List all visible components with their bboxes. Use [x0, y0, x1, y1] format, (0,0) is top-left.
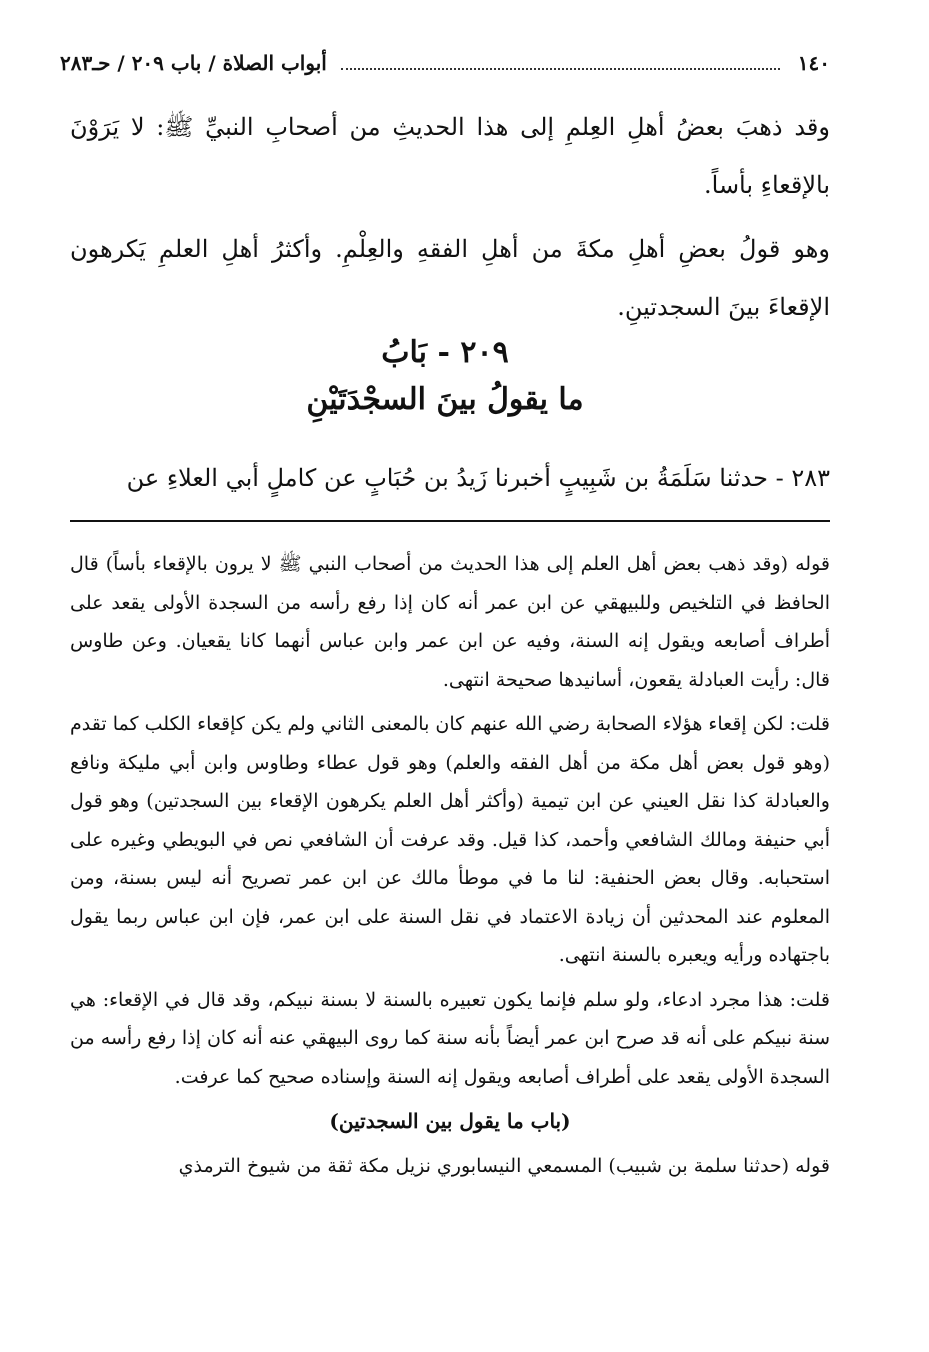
commentary-paragraph-4: قوله (حدثنا سلمة بن شبيب) المسمعي النيسابوري نزيل مكة ثقة من شيوخ الترمذي: [178, 1154, 830, 1177]
main-paragraph-2: وهو قولُ بعضِ أهلِ مكةَ من أهلِ الفقهِ والعِلْمِ. وأكثرُ أهلِ العلمِ يَكرهون الإقعاءَ بينَ السجدتينِ.: [70, 235, 830, 321]
page-number: ١٤٠: [797, 51, 830, 75]
commentary: [70, 545, 830, 1191]
chapter-title: ما يقولُ بينَ السجْدَتَيْنِ: [306, 382, 584, 417]
main-paragraph-1: وقد ذهبَ بعضُ أهلِ العِلمِ إلى هذا الحديثِ من أصحابِ النبيِّ ﷺ: لا يَرَوْنَ بالإقعاءِ بأساً.: [70, 113, 830, 199]
header-title: أبواب الصلاة / باب ٢٠٩ / حـ٢٨٣: [60, 51, 327, 75]
page: [60, 0, 830, 1352]
running-header: [60, 48, 830, 78]
commentary-paragraph-2: قلت: لكن إقعاء هؤلاء الصحابة رضي الله عنهم كان بالمعنى الثاني ولم يكن كإقعاء الكلب كما تقدم (وهو قول بعض أهل مكة من أهل الفقه والعلم) وهو قول عطاء وطاوس وابن أبي مليكة ونافع والعبادلة كذا نقل العيني عن ابن تيمية (وأكثر أهل العلم يكرهون الإقعاء بين السجدتين) وهو قول أبي حنيفة ومالك الشافعي وأحمد، كذا قيل. وقد عرفت أن الشافعي نص في البويطي وغيره على استحبابه. وقال بعض الحنفية: لنا ما في موطأ مالك عن ابن عمر تصريح أنه ليس بسنة، ومن المعلوم عند المحدثين أن زيادة الاعتماد في نقل السنة على ابن عمر، فإن ابن عباس ربما يقول باجتهاده ورأيه ويعبره بالسنة انتهى.: [70, 713, 830, 966]
chapter-heading: [60, 330, 830, 424]
commentary-paragraph-1: قوله (وقد ذهب بعض أهل العلم إلى هذا الحديث من أصحاب النبي ﷺ لا يرون بالإقعاء بأساً) قال الحافظ في التلخيص وللبيهقي عن ابن عمر أنه كان إذا رفع رأسه من السجدة الأولى يقعد على أطراف أصابعه ويقول إنه السنة، وفيه عن ابن عمر وابن عباس أنهما كانا يقعيان. وعن طاوس قال: رأيت العبادلة يقعون، أسانيدها صحيحة انتهى.: [70, 553, 830, 691]
footnote-divider: [70, 520, 830, 522]
chapter-number: ٢٠٩ - بَابُ: [381, 335, 509, 370]
hadith-text: ٢٨٣ - حدثنا سَلَمَةُ بن شَبِيبٍ أخبرنا زَيدُ بن حُبَابٍ عن كاملٍ أبي العلاءِ عن: [126, 464, 830, 492]
main-text: [70, 98, 830, 336]
header-dot-leader: [341, 68, 780, 70]
commentary-paragraph-3: قلت: هذا مجرد ادعاء، ولو سلم فإنما يكون تعبيره بالسنة لا بسنة نبيكم، وقد قال في الإقعاء: هي سنة نبيكم على أنه قد صرح ابن عمر أيضاً بأنه سنة كما روى البيهقي عنه أنه كان إذا رفع رأسه من السجدة الأولى يقعد على أطراف أصابعه ويقول إنه السنة وإسناده صحيح كما عرفت.: [70, 988, 830, 1088]
commentary-sub-heading: (باب ما يقول بين السجدتين): [329, 1109, 571, 1133]
